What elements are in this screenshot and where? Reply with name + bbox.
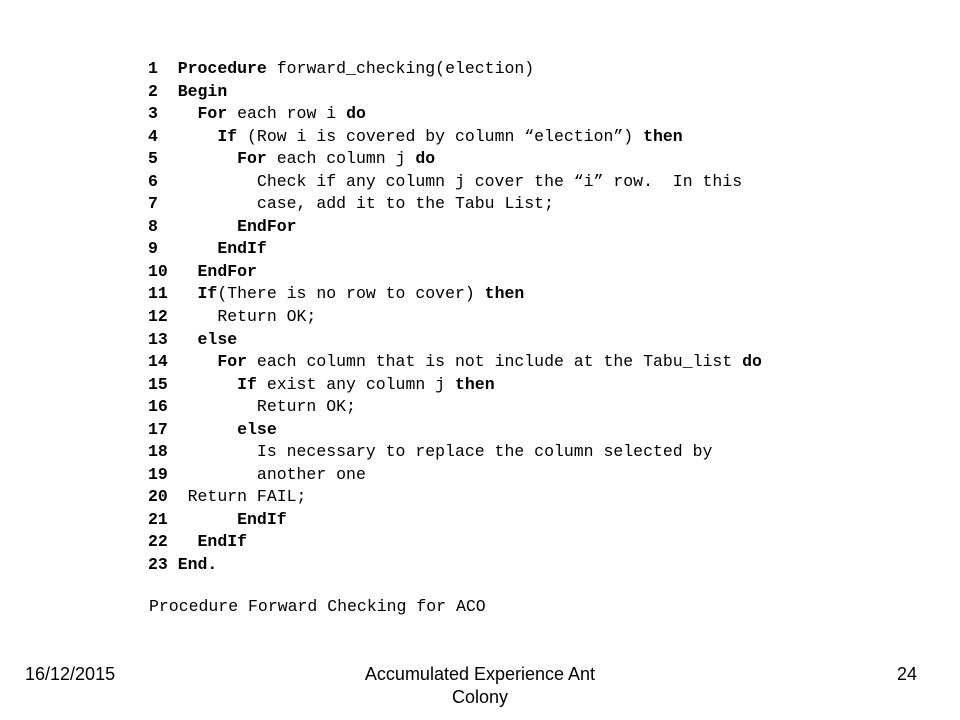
code-line — [148, 148, 762, 171]
code-keyword: For — [217, 352, 248, 372]
pseudocode-block — [148, 58, 762, 577]
line-number: 13 — [148, 329, 198, 349]
code-line — [148, 216, 762, 239]
code-line — [148, 306, 762, 329]
code-text: Return OK; — [217, 307, 317, 327]
code-keyword: else — [237, 419, 277, 439]
code-keyword: EndIf — [197, 532, 248, 552]
line-number: 1 — [148, 59, 178, 78]
code-line — [148, 283, 762, 306]
code-line — [148, 103, 762, 126]
code-text: Is necessary to replace the column selected by — [256, 442, 713, 462]
code-text: Return OK; — [256, 397, 356, 417]
line-number: 17 — [148, 419, 238, 439]
code-keyword: EndFor — [197, 261, 257, 281]
line-number: 15 — [148, 374, 238, 394]
footer-title-line1: Accumulated Experience Ant — [364, 664, 596, 684]
code-text: each row i — [227, 104, 347, 124]
line-number: 22 — [148, 532, 198, 552]
line-number: 2 — [148, 81, 178, 101]
line-number: 6 — [148, 171, 257, 191]
code-keyword: then — [643, 126, 683, 146]
code-line — [148, 509, 762, 532]
code-keyword: do — [415, 149, 436, 169]
code-keyword: EndIf — [217, 239, 267, 259]
line-number: 7 — [148, 194, 257, 214]
line-number: 10 — [148, 261, 198, 281]
code-keyword: EndIf — [237, 509, 287, 529]
code-line — [148, 441, 762, 464]
code-text: (Row i is covered by column “election”) — [237, 126, 644, 146]
line-number: 16 — [148, 397, 257, 417]
code-line — [148, 238, 762, 261]
line-number: 20 — [148, 487, 188, 507]
line-number: 23 — [148, 555, 178, 575]
figure-caption: Procedure Forward Checking for ACO — [149, 597, 486, 616]
code-keyword: For — [237, 149, 267, 169]
code-line — [148, 261, 762, 284]
code-text: Return FAIL; — [187, 487, 307, 507]
code-text: each column j — [266, 149, 416, 169]
line-number: 19 — [148, 464, 257, 484]
code-keyword: do — [742, 352, 762, 372]
code-text: exist any column j — [256, 374, 455, 394]
line-number: 18 — [148, 442, 257, 462]
code-line — [148, 329, 762, 352]
code-line — [148, 396, 762, 419]
code-line — [148, 419, 762, 442]
line-number: 4 — [148, 126, 218, 146]
line-number: 11 — [148, 284, 198, 304]
footer-title — [300, 663, 660, 709]
code-line — [148, 193, 762, 216]
line-number: 21 — [148, 509, 238, 529]
code-text: Check if any column j cover the “i” row. In this — [256, 171, 743, 191]
code-text: case, add it to the Tabu List; — [256, 194, 554, 214]
code-line — [148, 486, 762, 509]
line-number: 12 — [148, 307, 218, 327]
code-line — [148, 351, 762, 374]
line-number: 5 — [148, 149, 238, 169]
code-text: another one — [256, 464, 366, 484]
code-line — [148, 171, 762, 194]
line-number: 9 — [148, 239, 218, 259]
code-keyword: If — [237, 374, 257, 394]
line-number: 14 — [148, 352, 218, 372]
line-number: 8 — [148, 216, 238, 236]
code-line — [148, 554, 762, 577]
code-keyword: EndFor — [237, 216, 297, 236]
code-line — [148, 81, 762, 104]
line-number: 3 — [148, 104, 198, 124]
code-line — [148, 531, 762, 554]
code-keyword: For — [197, 104, 228, 124]
code-keyword: else — [197, 329, 238, 349]
code-keyword: Begin — [177, 81, 228, 101]
code-line — [148, 126, 762, 149]
code-line — [148, 58, 762, 81]
code-keyword: then — [484, 284, 525, 304]
page-number: 24 — [896, 664, 917, 684]
code-keyword: Procedure — [177, 59, 267, 78]
code-text: (There is no row to cover) — [217, 284, 485, 304]
code-keyword: If — [197, 284, 218, 304]
footer-title-line2: Colony — [451, 687, 509, 707]
code-text: each column that is not include at the Tabu_list — [247, 352, 743, 372]
code-keyword: then — [454, 374, 495, 394]
code-line — [148, 464, 762, 487]
code-keyword: If — [217, 126, 238, 146]
footer-date: 16/12/2015 — [25, 664, 116, 684]
code-text: forward_checking(election) — [266, 59, 535, 78]
code-line — [148, 374, 762, 397]
code-keyword: do — [346, 104, 366, 124]
code-keyword: End. — [177, 555, 218, 575]
